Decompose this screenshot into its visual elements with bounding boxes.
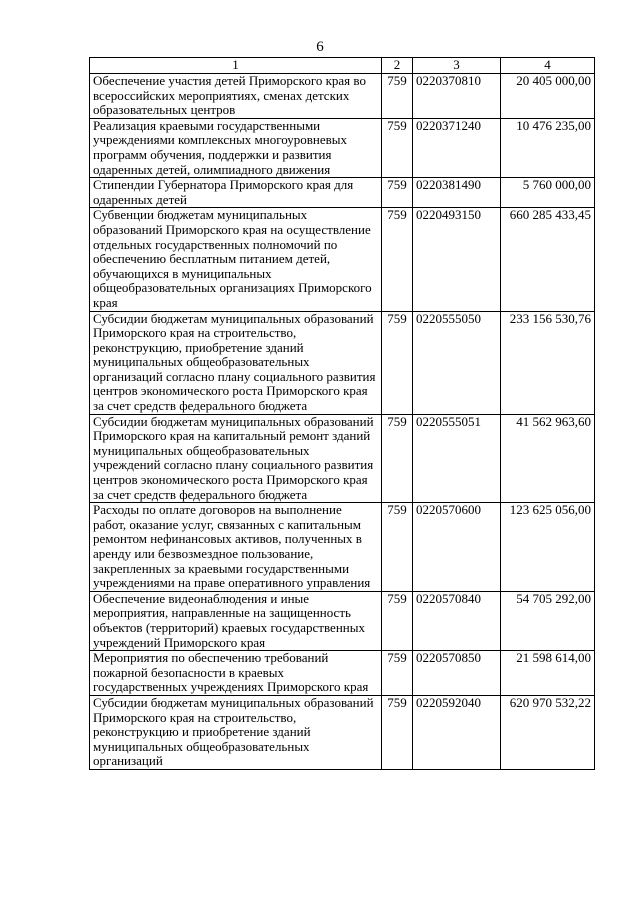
row-target: 0220570600 — [413, 503, 501, 592]
row-name: Расходы по оплате договоров на выполнение работ, оказание услуг, связанных с капитальным ремонтом нефинансовых активов, полученных в аренду или безвозмездное пользование, закрепленных за краевыми государственными учреждениями на праве оперативного управления — [90, 503, 382, 592]
row-name: Субвенции бюджетам муниципальных образований Приморского края на осуществление отдельных государственных полномочий по обеспечению бесплатным питанием детей, обучающихся в муниципальных общеобразовательных организациях Приморского края — [90, 208, 382, 311]
row-name: Мероприятия по обеспечению требований пожарной безопасности в краевых государственных учреждениях Приморского края — [90, 651, 382, 696]
budget-table — [89, 57, 595, 770]
table-row — [90, 311, 595, 414]
header-cell-4: 4 — [501, 58, 595, 74]
row-amount: 54 705 292,00 — [501, 591, 595, 650]
table-row — [90, 208, 595, 311]
row-code: 759 — [382, 695, 413, 769]
row-code: 759 — [382, 651, 413, 696]
header-cell-1: 1 — [90, 58, 382, 74]
table-row — [90, 74, 595, 119]
header-row — [90, 58, 595, 74]
row-amount: 123 625 056,00 — [501, 503, 595, 592]
row-code: 759 — [382, 503, 413, 592]
row-target: 0220570850 — [413, 651, 501, 696]
table-row — [90, 651, 595, 696]
row-name: Обеспечение участия детей Приморского края во всероссийских мероприятиях, сменах детских образовательных центров — [90, 74, 382, 119]
page-number: 6 — [316, 39, 324, 55]
row-target: 0220592040 — [413, 695, 501, 769]
row-amount: 10 476 235,00 — [501, 118, 595, 177]
row-target: 0220493150 — [413, 208, 501, 311]
row-amount: 20 405 000,00 — [501, 74, 595, 119]
row-amount: 21 598 614,00 — [501, 651, 595, 696]
table-row — [90, 178, 595, 208]
row-name: Обеспечение видеонаблюдения и иные мероприятия, направленные на защищенность объектов (территорий) краевых государственных учреждений Приморского края — [90, 591, 382, 650]
row-amount: 660 285 433,45 — [501, 208, 595, 311]
row-target: 0220371240 — [413, 118, 501, 177]
row-amount: 5 760 000,00 — [501, 178, 595, 208]
row-target: 0220555051 — [413, 414, 501, 503]
table-row — [90, 591, 595, 650]
row-target: 0220570840 — [413, 591, 501, 650]
row-name: Стипендии Губернатора Приморского края для одаренных детей — [90, 178, 382, 208]
row-amount: 233 156 530,76 — [501, 311, 595, 414]
row-code: 759 — [382, 414, 413, 503]
table-row — [90, 414, 595, 503]
table-row — [90, 503, 595, 592]
row-target: 0220555050 — [413, 311, 501, 414]
row-name: Субсидии бюджетам муниципальных образований Приморского края на строительство, реконструкцию, приобретение зданий муниципальных общеобразовательных организаций согласно плану социального развития центров экономического роста Приморского края за счет средств федерального бюджета — [90, 311, 382, 414]
row-target: 0220381490 — [413, 178, 501, 208]
row-code: 759 — [382, 178, 413, 208]
row-amount: 41 562 963,60 — [501, 414, 595, 503]
row-code: 759 — [382, 591, 413, 650]
row-amount: 620 970 532,22 — [501, 695, 595, 769]
row-code: 759 — [382, 208, 413, 311]
row-code: 759 — [382, 118, 413, 177]
row-code: 759 — [382, 74, 413, 119]
table-row — [90, 695, 595, 769]
row-code: 759 — [382, 311, 413, 414]
table-row — [90, 118, 595, 177]
header-cell-3: 3 — [413, 58, 501, 74]
row-target: 0220370810 — [413, 74, 501, 119]
row-name: Субсидии бюджетам муниципальных образований Приморского края на строительство, реконструкцию и приобретение зданий муниципальных общеобразовательных организаций — [90, 695, 382, 769]
row-name: Субсидии бюджетам муниципальных образований Приморского края на капитальный ремонт зданий муниципальных общеобразовательных учреждений согласно плану социального развития центров экономического роста Приморского края за счет средств федерального бюджета — [90, 414, 382, 503]
header-cell-2: 2 — [382, 58, 413, 74]
row-name: Реализация краевыми государственными учреждениями комплексных многоуровневых программ обучения, поддержки и развития одаренных детей, олимпиадного движения — [90, 118, 382, 177]
